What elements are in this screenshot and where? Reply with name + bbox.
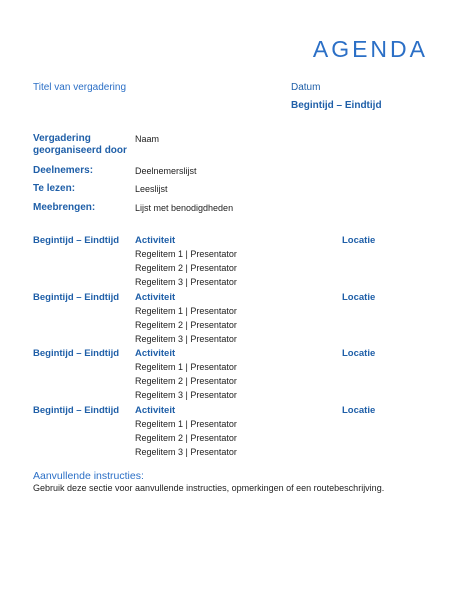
agenda-item: Regelitem 3 | Presentator: [135, 447, 237, 457]
agenda-time: Begintijd – Eindtijd: [33, 235, 120, 246]
meeting-time: Begintijd – Eindtijd: [291, 100, 382, 111]
organizer-label: Vergadering georganiseerd door: [33, 133, 127, 156]
participants-label: Deelnemers:: [33, 165, 94, 176]
agenda-location: Locatie: [342, 405, 376, 416]
agenda-time: Begintijd – Eindtijd: [33, 348, 120, 359]
agenda-item: Regelitem 3 | Presentator: [135, 277, 237, 287]
agenda-item: Regelitem 1 | Presentator: [135, 419, 237, 429]
agenda-items: [135, 417, 237, 459]
agenda-items: [135, 360, 237, 402]
agenda-item: Regelitem 1 | Presentator: [135, 249, 237, 259]
reading-value: Leeslijst: [135, 184, 168, 194]
agenda-location: Locatie: [342, 292, 376, 303]
agenda-activity: Activiteit: [135, 405, 176, 416]
agenda-activity: Activiteit: [135, 235, 176, 246]
agenda-item: Regelitem 2 | Presentator: [135, 263, 237, 273]
agenda-item: Regelitem 1 | Presentator: [135, 306, 237, 316]
agenda-item: Regelitem 2 | Presentator: [135, 320, 237, 330]
agenda-items: [135, 247, 237, 289]
agenda-time: Begintijd – Eindtijd: [33, 292, 120, 303]
meeting-date: Datum: [291, 82, 321, 93]
agenda-activity: Activiteit: [135, 292, 176, 303]
agenda-item: Regelitem 2 | Presentator: [135, 433, 237, 443]
page-title: AGENDA: [312, 36, 428, 62]
participants-value: Deelnemerslijst: [135, 166, 197, 176]
agenda-location: Locatie: [342, 235, 376, 246]
agenda-location: Locatie: [342, 348, 376, 359]
additional-instructions-text: Gebruik deze sectie voor aanvullende instructies, opmerkingen of een routebeschrijving.: [33, 483, 385, 493]
meeting-title: Titel van vergadering: [33, 82, 127, 93]
agenda-item: Regelitem 2 | Presentator: [135, 376, 237, 386]
agenda-activity: Activiteit: [135, 348, 176, 359]
additional-instructions-heading: Aanvullende instructies:: [33, 470, 144, 482]
bring-label: Meebrengen:: [33, 202, 96, 213]
agenda-item: Regelitem 3 | Presentator: [135, 334, 237, 344]
agenda-item: Regelitem 3 | Presentator: [135, 390, 237, 400]
agenda-time: Begintijd – Eindtijd: [33, 405, 120, 416]
organizer-value: Naam: [135, 134, 160, 144]
agenda-item: Regelitem 1 | Presentator: [135, 362, 237, 372]
agenda-items: [135, 304, 237, 346]
bring-value: Lijst met benodigdheden: [135, 203, 234, 213]
reading-label: Te lezen:: [33, 183, 76, 194]
